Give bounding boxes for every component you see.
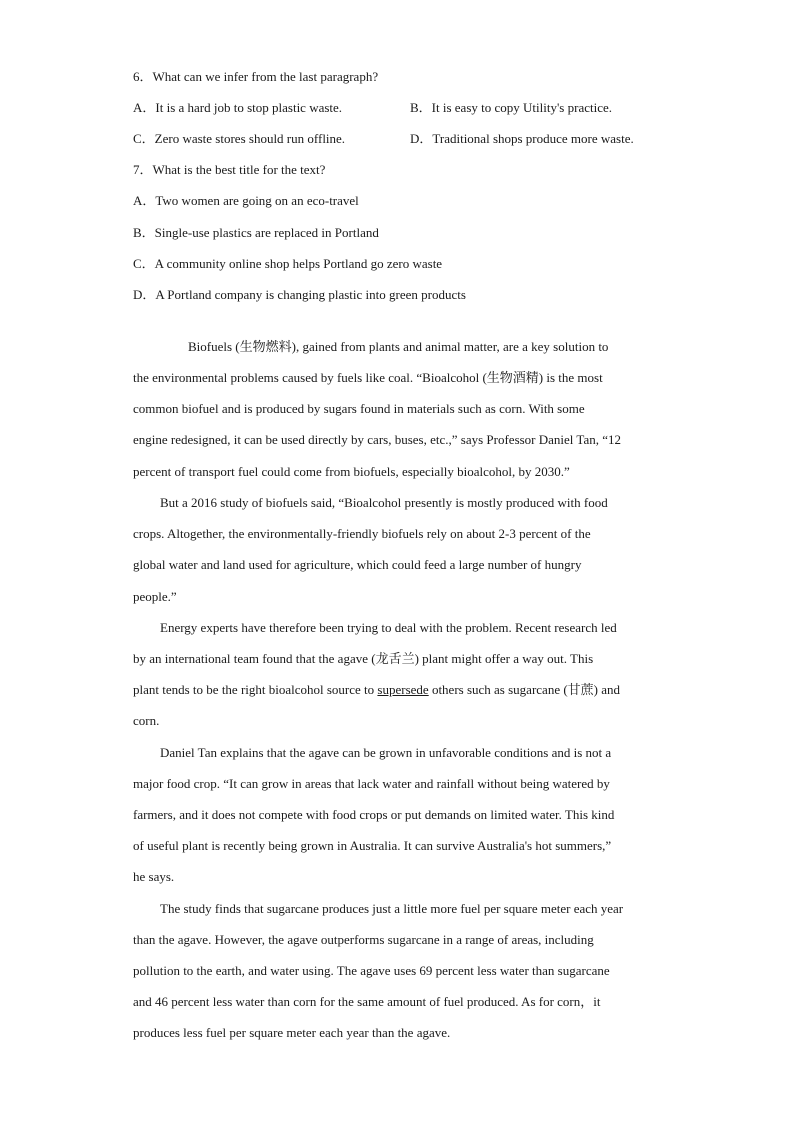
question-6-option-a: A．It is a hard job to stop plastic waste.: [133, 100, 343, 115]
passage-p5-line: produces less fuel per square meter each year than the agave.: [133, 1025, 451, 1040]
question-7-option-d: D．A Portland company is changing plastic into green products: [133, 287, 466, 302]
passage-p1-line: the environmental problems caused by fuels like coal. “Bioalcohol (生物酒精) is the most: [133, 370, 603, 385]
passage-p3-line: corn.: [133, 713, 160, 728]
passage-p3-line: Energy experts have therefore been trying to deal with the problem. Recent research led: [160, 620, 617, 635]
passage-p1-line: Biofuels (生物燃料), gained from plants and animal matter, are a key solution to: [188, 339, 609, 354]
passage-p4-line: farmers, and it does not compete with food crops or put demands on limited water. This kind: [133, 807, 615, 822]
question-6-option-d: D．Traditional shops produce more waste.: [410, 131, 634, 146]
passage-p3-line: [133, 682, 663, 698]
passage-p4-line: of useful plant is recently being grown in Australia. It can survive Australia's hot summers,”: [133, 838, 612, 853]
passage-p3-text: plant tends to be the right bioalcohol source to: [133, 682, 378, 697]
passage-p5-line: The study finds that sugarcane produces just a little more fuel per square meter each year: [160, 901, 624, 916]
passage-p4-line: he says.: [133, 869, 175, 884]
question-7-option-c: C．A community online shop helps Portland go zero waste: [133, 256, 443, 271]
question-6-option-c: C．Zero waste stores should run offline.: [133, 131, 346, 146]
passage-p2-line: crops. Altogether, the environmentally-friendly biofuels rely on about 2-3 percent of the: [133, 526, 591, 541]
passage-p3-line: by an international team found that the agave (龙舌兰) plant might offer a way out. This: [133, 651, 594, 666]
question-6-stem: 6．What can we infer from the last paragraph?: [133, 69, 379, 84]
passage-p1-line: common biofuel and is produced by sugars found in materials such as corn. With some: [133, 401, 585, 416]
underlined-word-supersede: supersede: [377, 682, 429, 697]
question-7-stem: 7．What is the best title for the text?: [133, 162, 326, 177]
question-7-option-a: A．Two women are going on an eco-travel: [133, 193, 359, 208]
passage-p5-line: than the agave. However, the agave outperforms sugarcane in a range of areas, including: [133, 932, 594, 947]
passage-p5-line: pollution to the earth, and water using. The agave uses 69 percent less water than sugarcane: [133, 963, 610, 978]
question-7-option-b: B．Single-use plastics are replaced in Portland: [133, 225, 379, 240]
passage-p1-line: engine redesigned, it can be used directly by cars, buses, etc.,” says Professor Daniel Tan, “12: [133, 432, 622, 447]
passage-p2-line: people.”: [133, 589, 177, 604]
question-6-option-b: B．It is easy to copy Utility's practice.: [410, 100, 612, 115]
passage-p5-line: and 46 percent less water than corn for the same amount of fuel produced. As for corn，it: [133, 994, 601, 1009]
passage-p3-text: others such as sugarcane (甘蔗) and: [428, 682, 621, 697]
passage-p1-line: percent of transport fuel could come from biofuels, especially bioalcohol, by 2030.”: [133, 464, 570, 479]
passage-p2-line: global water and land used for agriculture, which could feed a large number of hungry: [133, 557, 582, 572]
passage-p2-line: But a 2016 study of biofuels said, “Bioalcohol presently is mostly produced with food: [160, 495, 608, 510]
passage-p4-line: major food crop. “It can grow in areas that lack water and rainfall without being watered by: [133, 776, 610, 791]
passage-p4-line: Daniel Tan explains that the agave can be grown in unfavorable conditions and is not a: [160, 745, 612, 760]
